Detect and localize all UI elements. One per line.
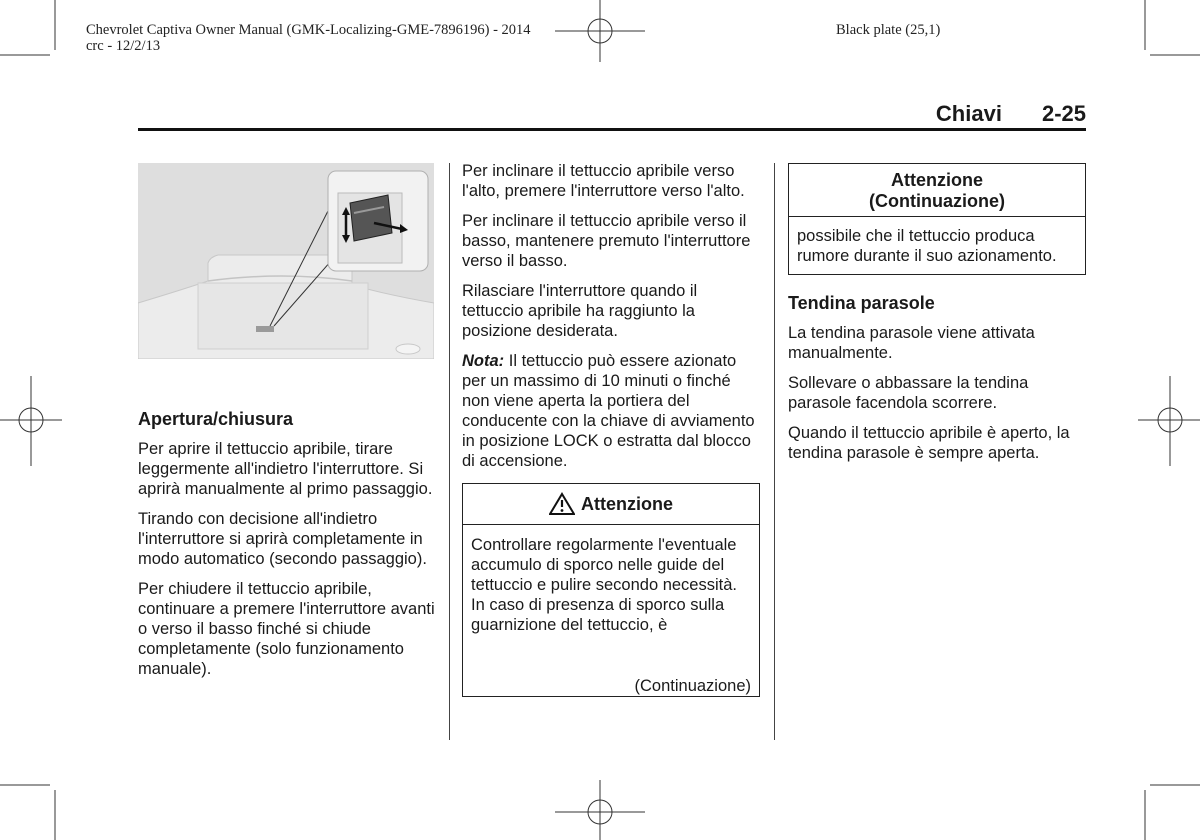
- column-divider-1: [449, 163, 450, 740]
- note-label: Nota:: [462, 352, 505, 370]
- warning-continued-title-line2: (Continuazione): [869, 191, 1005, 211]
- paragraph: Per inclinare il tettuccio apribile verso l'alto, premere l'interruttore verso l'alto.: [462, 162, 745, 200]
- paragraph: Quando il tettuccio apribile è aperto, la tendina parasole è sempre aperta.: [788, 424, 1070, 462]
- section-heading-apertura: Apertura/chiusura: [138, 409, 294, 429]
- paragraph: Per chiudere il tettuccio apribile, continuare a premere l'interruttore avanti o verso il basso finché si chiude completamente (solo funzionamento manuale).: [138, 580, 435, 678]
- warning-continued-body: possibile che il tettuccio produca rumore durante il suo azionamento.: [797, 227, 1057, 265]
- column-2: [462, 161, 762, 697]
- warning-triangle-icon: [549, 492, 575, 516]
- heading-rule: [138, 128, 1086, 131]
- registration-mark-left: [0, 376, 62, 466]
- paragraph: Sollevare o abbassare la tendina parasole facendola scorrere.: [788, 374, 1029, 412]
- column-3: [788, 163, 1086, 473]
- print-header-date: crc - 12/2/13: [86, 38, 161, 54]
- chapter-title: Chiavi: [935, 101, 1002, 126]
- paragraph: La tendina parasole viene attivata manualmente.: [788, 324, 1035, 362]
- warning-title-text: Attenzione: [581, 494, 673, 514]
- page-heading: [936, 101, 1086, 127]
- warning-continued-title: [789, 164, 1085, 217]
- warning-continued-label: (Continuazione): [634, 677, 751, 695]
- registration-mark-top: [555, 0, 645, 62]
- column-1: [138, 163, 438, 689]
- print-header-title: Chevrolet Captiva Owner Manual (GMK-Localizing-GME-7896196) - 2014: [86, 22, 531, 38]
- paragraph: Rilasciare l'interruttore quando il tettuccio apribile ha raggiunto la posizione desiderata.: [462, 282, 698, 340]
- warning-box: [462, 483, 760, 697]
- warning-continued-title-line1: Attenzione: [891, 170, 983, 190]
- warning-continued-box: [788, 163, 1086, 275]
- warning-title: [463, 484, 759, 525]
- note-paragraph: [462, 351, 762, 471]
- column-divider-2: [774, 163, 775, 740]
- registration-mark-bottom: [555, 780, 645, 840]
- sunroof-switch-illustration: [138, 163, 434, 359]
- note-text: Il tettuccio può essere azionato per un massimo di 10 minuti o finché non viene aperta la portiera del conducente con la chiave di avviamento in posizione LOCK o estratta dal blocco di accensione.: [462, 352, 755, 470]
- section-heading-tendina: Tendina parasole: [788, 293, 935, 313]
- page-number: 2-25: [1041, 101, 1086, 126]
- warning-body: [463, 525, 759, 696]
- registration-mark-right: [1138, 376, 1200, 466]
- sunroof-switch-icon: [138, 163, 434, 359]
- paragraph: Tirando con decisione all'indietro l'interruttore si aprirà completamente in modo automatico (secondo passaggio).: [138, 510, 427, 568]
- warning-text: Controllare regolarmente l'eventuale accumulo di sporco nelle guide del tettuccio e pulire secondo necessità. In caso di presenza di sporco sulla guarnizione del tettuccio, è: [471, 536, 737, 634]
- paragraph: Per inclinare il tettuccio apribile verso il basso, mantenere premuto l'interruttore verso il basso.: [462, 212, 751, 270]
- paragraph: Per aprire il tettuccio apribile, tirare leggermente all'indietro l'interruttore. Si aprirà manualmente al primo passaggio.: [138, 440, 433, 498]
- print-plate-label: Black plate (25,1): [836, 22, 941, 38]
